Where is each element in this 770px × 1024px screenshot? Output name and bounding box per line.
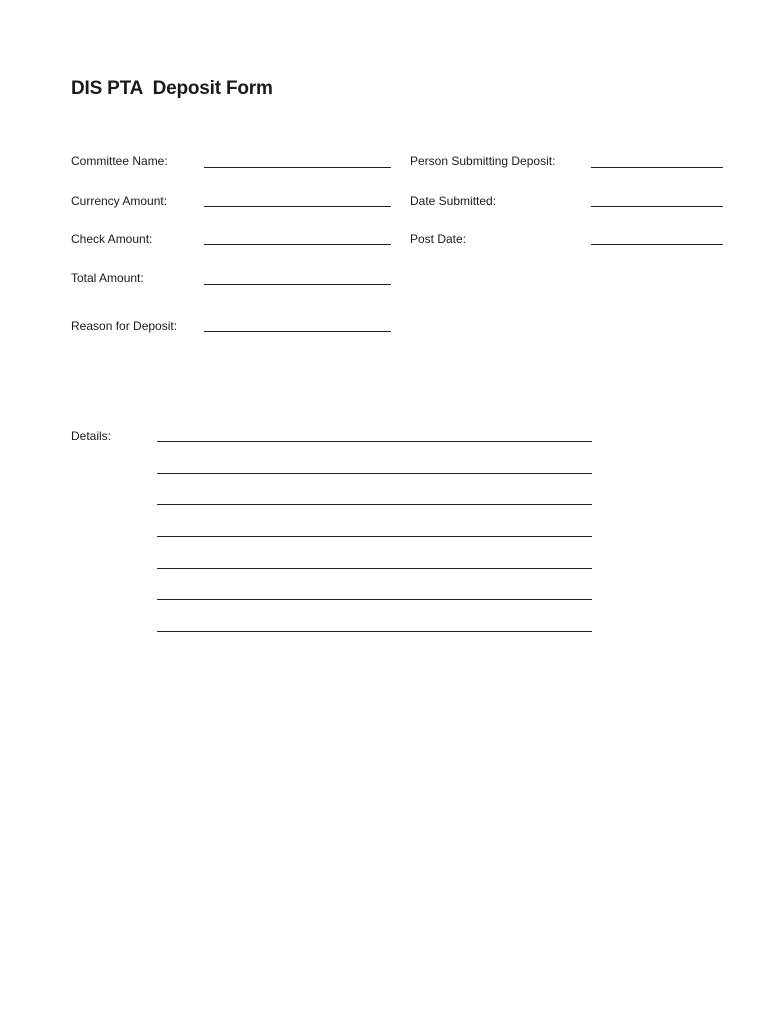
reason-for-deposit-label: Reason for Deposit: bbox=[71, 319, 178, 333]
person-submitting-deposit-field[interactable] bbox=[591, 167, 723, 168]
form-title: DIS PTA Deposit Form bbox=[71, 78, 273, 99]
details-line-6[interactable] bbox=[157, 599, 592, 600]
date-submitted-field[interactable] bbox=[591, 206, 723, 207]
reason-for-deposit-field[interactable] bbox=[204, 331, 391, 332]
committee-name-label: Committee Name: bbox=[71, 154, 168, 168]
committee-name-field[interactable] bbox=[204, 167, 391, 168]
date-submitted-label: Date Submitted: bbox=[410, 194, 497, 208]
person-submitting-deposit-label: Person Submitting Deposit: bbox=[410, 154, 556, 168]
details-label: Details: bbox=[71, 429, 112, 443]
details-line-4[interactable] bbox=[157, 536, 592, 537]
details-line-7[interactable] bbox=[157, 631, 592, 632]
check-amount-label: Check Amount: bbox=[71, 232, 153, 246]
currency-amount-label: Currency Amount: bbox=[71, 194, 168, 208]
post-date-field[interactable] bbox=[591, 244, 723, 245]
currency-amount-field[interactable] bbox=[204, 206, 391, 207]
post-date-label: Post Date: bbox=[410, 232, 467, 246]
details-line-3[interactable] bbox=[157, 504, 592, 505]
details-line-5[interactable] bbox=[157, 568, 592, 569]
total-amount-field[interactable] bbox=[204, 284, 391, 285]
total-amount-label: Total Amount: bbox=[71, 271, 144, 285]
details-line-2[interactable] bbox=[157, 473, 592, 474]
details-line-1[interactable] bbox=[157, 441, 592, 442]
check-amount-field[interactable] bbox=[204, 244, 391, 245]
